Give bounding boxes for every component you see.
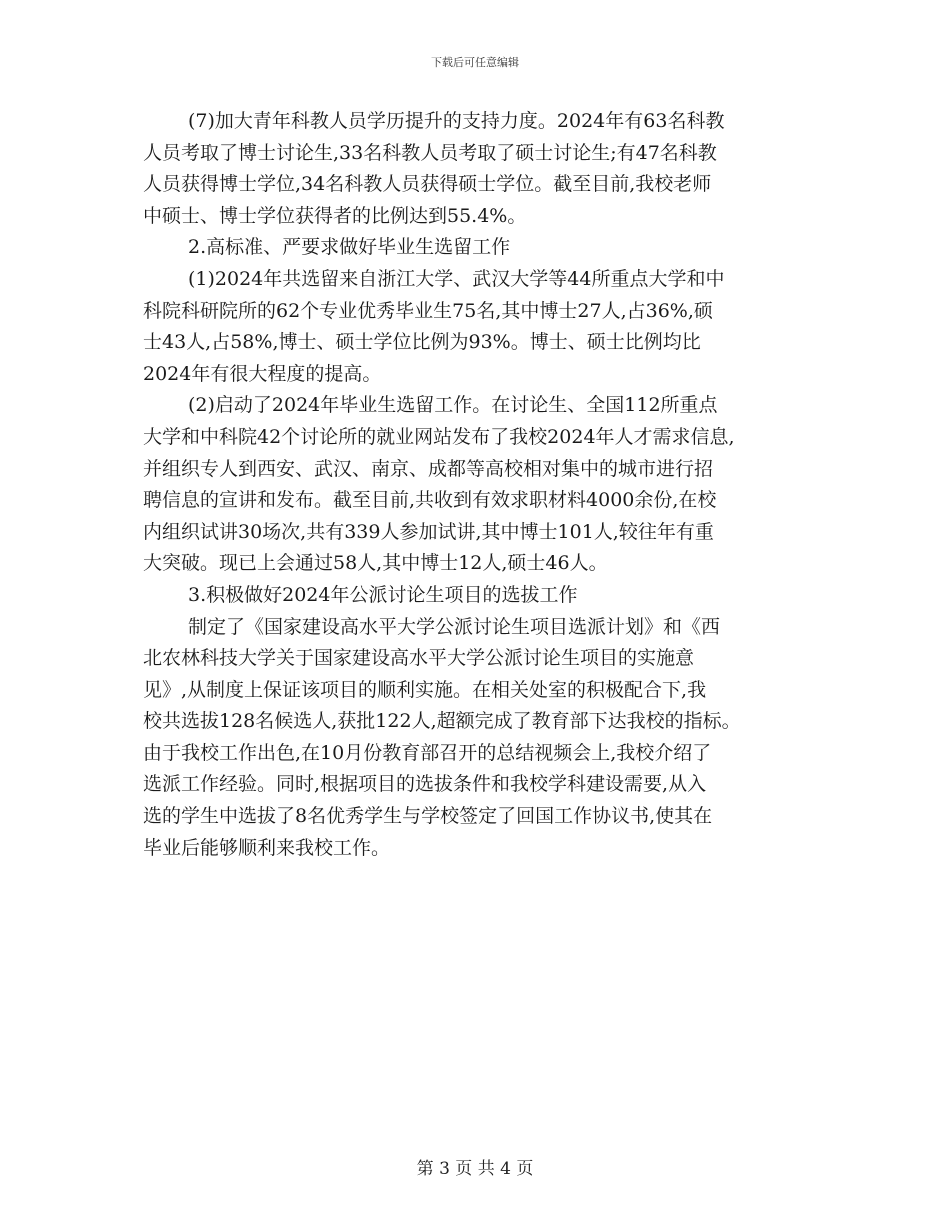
text-line: 人员考取了博士讨论生,33名科教人员考取了硕士讨论生;有47名科教 [143, 141, 717, 164]
text-line: (1)2024年共选留来自浙江大学、武汉大学等44所重点大学和中 [188, 267, 725, 290]
text-line: 见》,从制度上保证该项目的顺利实施。在相关处室的积极配合下,我 [143, 678, 707, 701]
text-line: 2024年有很大程度的提高。 [143, 362, 382, 385]
text-line: 由于我校工作出色,在10月份教育部召开的总结视频会上,我校介绍了 [143, 741, 712, 764]
text-line: 聘信息的宣讲和发布。截至目前,共收到有效求职材料4000余份,在校 [143, 489, 717, 512]
text-line: 北农林科技大学关于国家建设高水平大学公派讨论生项目的实施意 [143, 647, 695, 670]
text-line: 科院科研院所的62个专业优秀毕业生75名,其中博士27人,占36%,硕 [143, 299, 713, 322]
text-line: 3.积极做好2024年公派讨论生项目的选拔工作 [188, 583, 578, 606]
text-line: 并组织专人到西安、武汉、南京、成都等高校相对集中的城市进行招 [143, 457, 714, 480]
text-line: 大学和中科院42个讨论所的就业网站发布了我校2024年人才需求信息, [143, 425, 735, 448]
text-line: 选的学生中选拔了8名优秀学生与学校签定了回国工作协议书,使其在 [143, 805, 713, 828]
text-line: 校共选拔128名候选人,获批122人,超额完成了教育部下达我校的指标。 [143, 710, 741, 733]
text-line: 2.高标准、严要求做好毕业生选留工作 [188, 236, 511, 259]
header-note: 下载后可任意编辑 [431, 56, 519, 69]
text-line: (2)启动了2024年毕业生选留工作。在讨论生、全国112所重点 [188, 394, 718, 417]
page-footer: 第 3 页 共 4 页 [416, 1159, 534, 1179]
text-line: 中硕士、博士学位获得者的比例达到55.4%。 [143, 204, 527, 227]
body-text [143, 106, 813, 864]
text-line: 大突破。现已上会通过58人,其中博士12人,硕士46人。 [143, 552, 608, 575]
text-line: 士43人,占58%,博士、硕士学位比例为93%。博士、硕士比例均比 [143, 331, 701, 354]
text-line: 人员获得博士学位,34名科教人员获得硕士学位。截至目前,我校老师 [143, 173, 712, 196]
text-line: 内组织试讲30场次,共有339人参加试讲,其中博士101人,较往年有重 [143, 520, 714, 543]
text-line: 毕业后能够顺利来我校工作。 [143, 836, 391, 859]
text-line: 制定了《国家建设高水平大学公派讨论生项目选派计划》和《西 [188, 615, 721, 638]
text-line: 选派工作经验。同时,根据项目的选拔条件和我校学科建设需要,从入 [143, 773, 707, 796]
text-line: (7)加大青年科教人员学历提升的支持力度。2024年有63名科教 [188, 110, 725, 132]
